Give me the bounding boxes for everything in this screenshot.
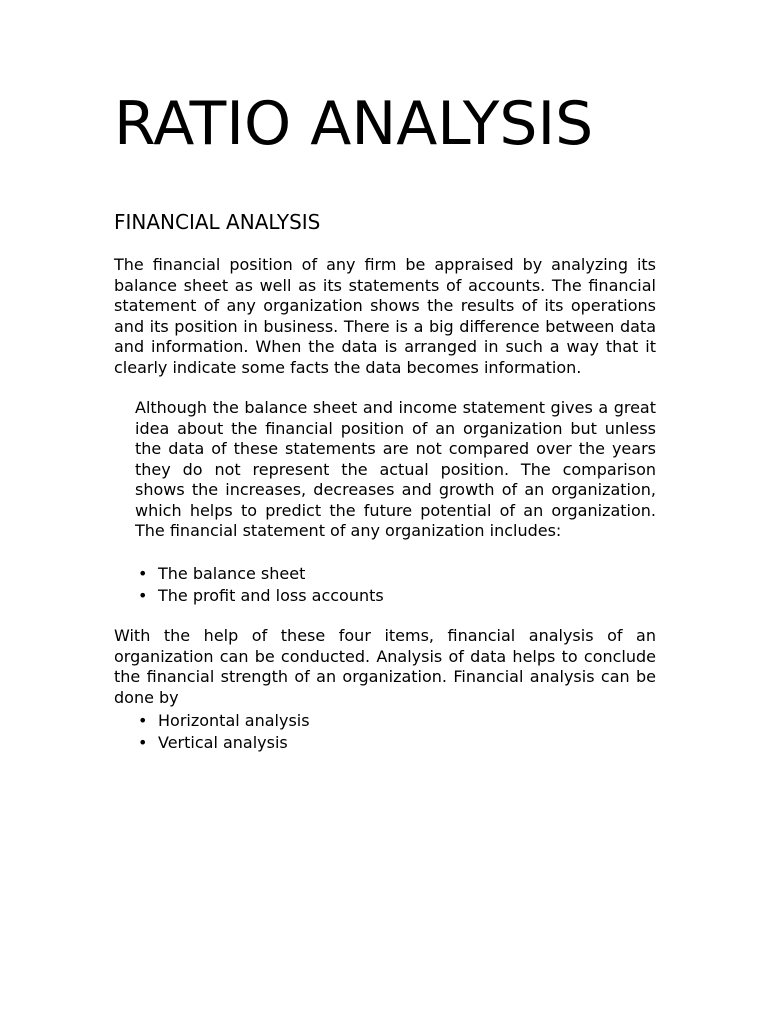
list-item bbox=[135, 563, 384, 585]
list-item-label: Vertical analysis bbox=[158, 733, 288, 752]
paragraph-financial-position: The financial position of any firm be appraised by analyzing its balance sheet as well as its statements of accounts. The financial statement of any organization shows the results of its operations and its position in business. There is a big difference between data and information. When the data is arranged in such a way that it clearly indicate some facts the data becomes information. bbox=[114, 255, 656, 377]
bullet-icon: • bbox=[138, 711, 148, 730]
list-item-label: Horizontal analysis bbox=[158, 711, 310, 730]
list-item bbox=[135, 585, 384, 607]
document-title: RATIO ANALYSIS bbox=[114, 89, 594, 159]
analysis-types-list bbox=[135, 710, 310, 754]
section-heading: FINANCIAL ANALYSIS bbox=[114, 210, 321, 234]
list-item bbox=[135, 732, 310, 754]
bullet-icon: • bbox=[138, 586, 148, 605]
list-item-label: The profit and loss accounts bbox=[158, 586, 384, 605]
paragraph-comparison: Although the balance sheet and income statement gives a great idea about the financial position of an organization but unless the data of these statements are not compared over the years they do not represent the actual position. The comparison shows the increases, decreases and growth of an organization, which helps to predict the future potential of an organization. The financial statement of any organization includes: bbox=[135, 398, 656, 540]
bullet-icon: • bbox=[138, 564, 148, 583]
financial-statements-list bbox=[135, 563, 384, 607]
paragraph-analysis-methods: With the help of these four items, financial analysis of an organization can be conducted. Analysis of data helps to conclude the financial strength of an organization. Financial analysis can be done by bbox=[114, 626, 656, 707]
list-item-label: The balance sheet bbox=[158, 564, 306, 583]
bullet-icon: • bbox=[138, 733, 148, 752]
list-item bbox=[135, 710, 310, 732]
